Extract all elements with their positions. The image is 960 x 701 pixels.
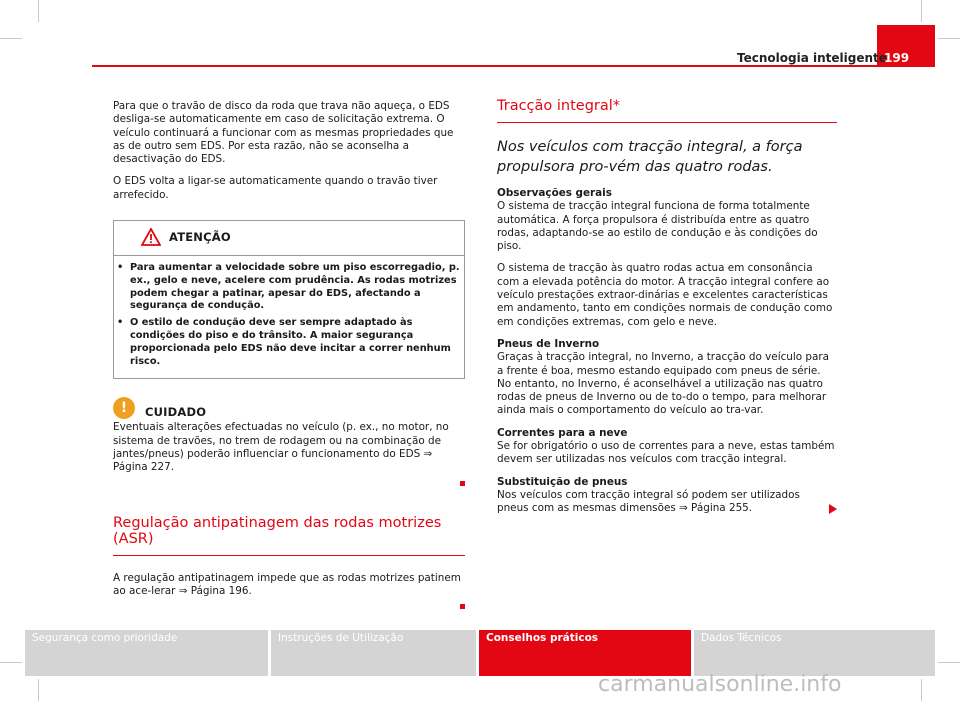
warning-item xyxy=(117,262,461,313)
warning-item xyxy=(117,317,461,368)
page-number: 199 xyxy=(884,51,910,65)
paragraph: Nos veículos com tracção integral só podem ser utilizados pneus com as mesmas dimensões ⇒ Página 255. xyxy=(497,488,800,515)
crop-mark xyxy=(921,679,922,701)
footer-tab-label: Conselhos práticos xyxy=(486,632,599,644)
footer-tab-label: Instruções de Utilização xyxy=(278,632,404,644)
paragraph: O sistema de tracção às quatro rodas actua em consonância com a elevada potência do motor. A tracção integral confere ao veículo prestações extraor-dinárias e excelentes características em andamento, tanto em condições normais de condução como em condições extremas, com gelo e neve. xyxy=(497,262,833,328)
paragraph: Para que o travão de disco da roda que trava não aqueça, o EDS desliga-se automaticamente em caso de solicitação extrema. O veículo continuará a funcionar com as mesmas propriedades que as de outro sem EDS. Por esta razão, não se aconselha a desactivação do EDS. xyxy=(113,100,454,166)
section-title: Tracção integral* xyxy=(497,98,621,114)
warning-item-text: O estilo de condução deve ser sempre adaptado às condições do piso e do trânsito. A maior segurança proporcionada pelo EDS não deve incitar a correr nenhum risco. xyxy=(130,317,451,367)
caution-text: Eventuais alterações efectuadas no veículo (p. ex., no motor, no sistema de travões, no trem de rodagem ou na combinação de jantes/pneus) poderão influenciar o funcionamento do EDS ⇒ Página 227. xyxy=(113,421,449,474)
footer-tab-seguranca[interactable] xyxy=(25,630,268,676)
subheading: Pneus de Inverno xyxy=(497,337,600,350)
section-rule xyxy=(497,122,837,123)
last-paragraph-row xyxy=(497,489,837,516)
warning-header xyxy=(141,228,461,246)
warning-box xyxy=(113,220,465,379)
asr-section xyxy=(113,515,465,614)
crop-mark xyxy=(938,662,960,663)
crop-mark xyxy=(0,662,22,663)
warning-triangle-icon xyxy=(141,228,161,246)
section-end-marker xyxy=(460,481,465,486)
crop-mark xyxy=(938,38,960,39)
footer-tab-dados[interactable] xyxy=(694,630,935,676)
bullet-icon: • xyxy=(117,262,124,274)
caution-exclamation-icon: ! xyxy=(113,397,135,419)
section-end-marker xyxy=(460,604,465,609)
footer-tab-label: Segurança como prioridade xyxy=(32,632,178,644)
crop-mark xyxy=(38,679,39,701)
lead-text: Nos veículos com tracção integral, a força propulsora pro-vém das quatro rodas. xyxy=(497,139,803,175)
crop-mark xyxy=(921,0,922,22)
left-column xyxy=(113,100,465,613)
warning-divider xyxy=(114,255,464,256)
warning-title: ATENÇÃO xyxy=(169,230,231,245)
crop-mark xyxy=(0,38,22,39)
watermark: carmanualsonline.info xyxy=(598,672,842,697)
crop-mark xyxy=(38,0,39,22)
footer-tab-label: Dados Técnicos xyxy=(701,632,782,644)
caution-title: CUIDADO xyxy=(145,405,207,420)
paragraph: O EDS volta a ligar-se automaticamente quando o travão tiver arrefecido. xyxy=(113,175,438,201)
right-column xyxy=(497,98,837,516)
bullet-icon: • xyxy=(117,317,124,329)
paragraph: A regulação antipatinagem impede que as rodas motrizes patinem ao ace-lerar ⇒ Página 196. xyxy=(113,571,461,597)
subheading: Observações gerais xyxy=(497,187,612,199)
paragraph: Se for obrigatório o uso de correntes para a neve, estas também devem ser utilizadas nos veículos com tracção integral. xyxy=(497,440,835,466)
continue-arrow-icon xyxy=(829,504,837,514)
warning-item-text: Para aumentar a velocidade sobre um piso escorregadio, p. ex., gelo e neve, acelere com prudência. As rodas motrizes podem chegar a patinar, apesar do EDS, afectando a segurança de condução. xyxy=(130,262,460,312)
running-header-title: Tecnologia inteligente xyxy=(737,51,887,65)
subheading: Substituição de pneus xyxy=(497,475,628,488)
header-rule xyxy=(92,65,935,67)
paragraph: O sistema de tracção integral funciona de forma totalmente automática. A força propulsora é distribuída entre as quatro rodas, adaptando-se ao estilo de condução e às condições do piso. xyxy=(497,200,818,253)
section-rule xyxy=(113,555,465,556)
caution-header xyxy=(113,397,465,419)
section-title: Regulação antipatinagem das rodas motrizes (ASR) xyxy=(113,514,442,547)
paragraph: Graças à tracção integral, no Inverno, a tracção do veículo para a frente é boa, mesmo estando equipado com pneus de série. No entanto, no Inverno, é aconselhável a utilização nas quatro rodas de pneus de Inverno ou de to-do o tempo, para melhorar ainda mais o comportamento do veículo ao tra-var. xyxy=(497,351,830,417)
subheading: Correntes para a neve xyxy=(497,426,628,439)
footer-tab-conselhos[interactable] xyxy=(479,630,691,676)
footer-tab-instrucoes[interactable] xyxy=(271,630,476,676)
caution-block xyxy=(113,397,465,489)
